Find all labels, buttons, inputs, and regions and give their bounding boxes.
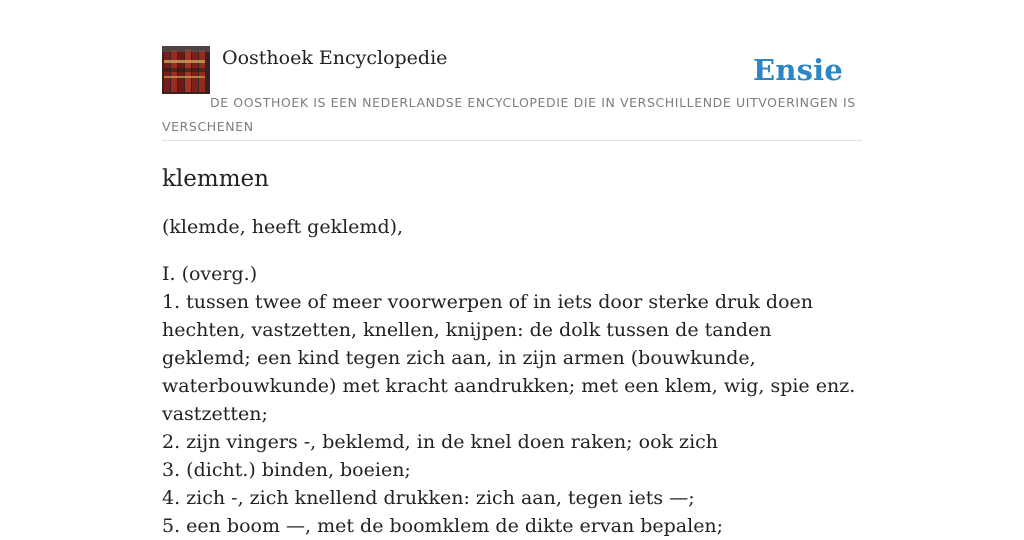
brand-logo[interactable]: Ensie (753, 53, 843, 87)
site-title[interactable]: Oosthoek Encyclopedie (222, 47, 448, 69)
sense-line: 1. tussen twee of meer voorwerpen of in iets door sterke druk doen hechten, vastzetten, knellen, knijpen: de dolk tussen de tanden geklemd; een kind tegen zich aan, in zijn armen (bouwkunde, waterbouwkunde) met kracht aandrukken; met een klem, wig, spie enz. vastzetten; (162, 291, 856, 425)
sense-line: 2. zijn vingers -, beklemd, in de knel doen raken; ook zich (162, 431, 719, 453)
entry-content (162, 162, 862, 540)
site-tagline: DE OOSTHOEK IS EEN NEDERLANDSE ENCYCLOPEDIE DIE IN VERSCHILLENDE UITVOERINGEN IS VERSCHENEN (162, 95, 856, 134)
encyclopedia-books-icon[interactable] (162, 46, 210, 94)
sense-line: I. (overg.) (162, 263, 258, 285)
sense-line: 4. zich -, zich knellend drukken: zich aan, tegen iets —; (162, 487, 695, 509)
entry-headword: klemmen (162, 166, 269, 192)
sense-line: 3. (dicht.) binden, boeien; (162, 459, 411, 481)
site-header (162, 46, 862, 141)
entry-grammar: (klemde, heeft geklemd), (162, 216, 404, 238)
entry-senses (162, 260, 862, 540)
sense-line: 5. een boom —, met de boomklem de dikte ervan bepalen; (162, 515, 724, 537)
